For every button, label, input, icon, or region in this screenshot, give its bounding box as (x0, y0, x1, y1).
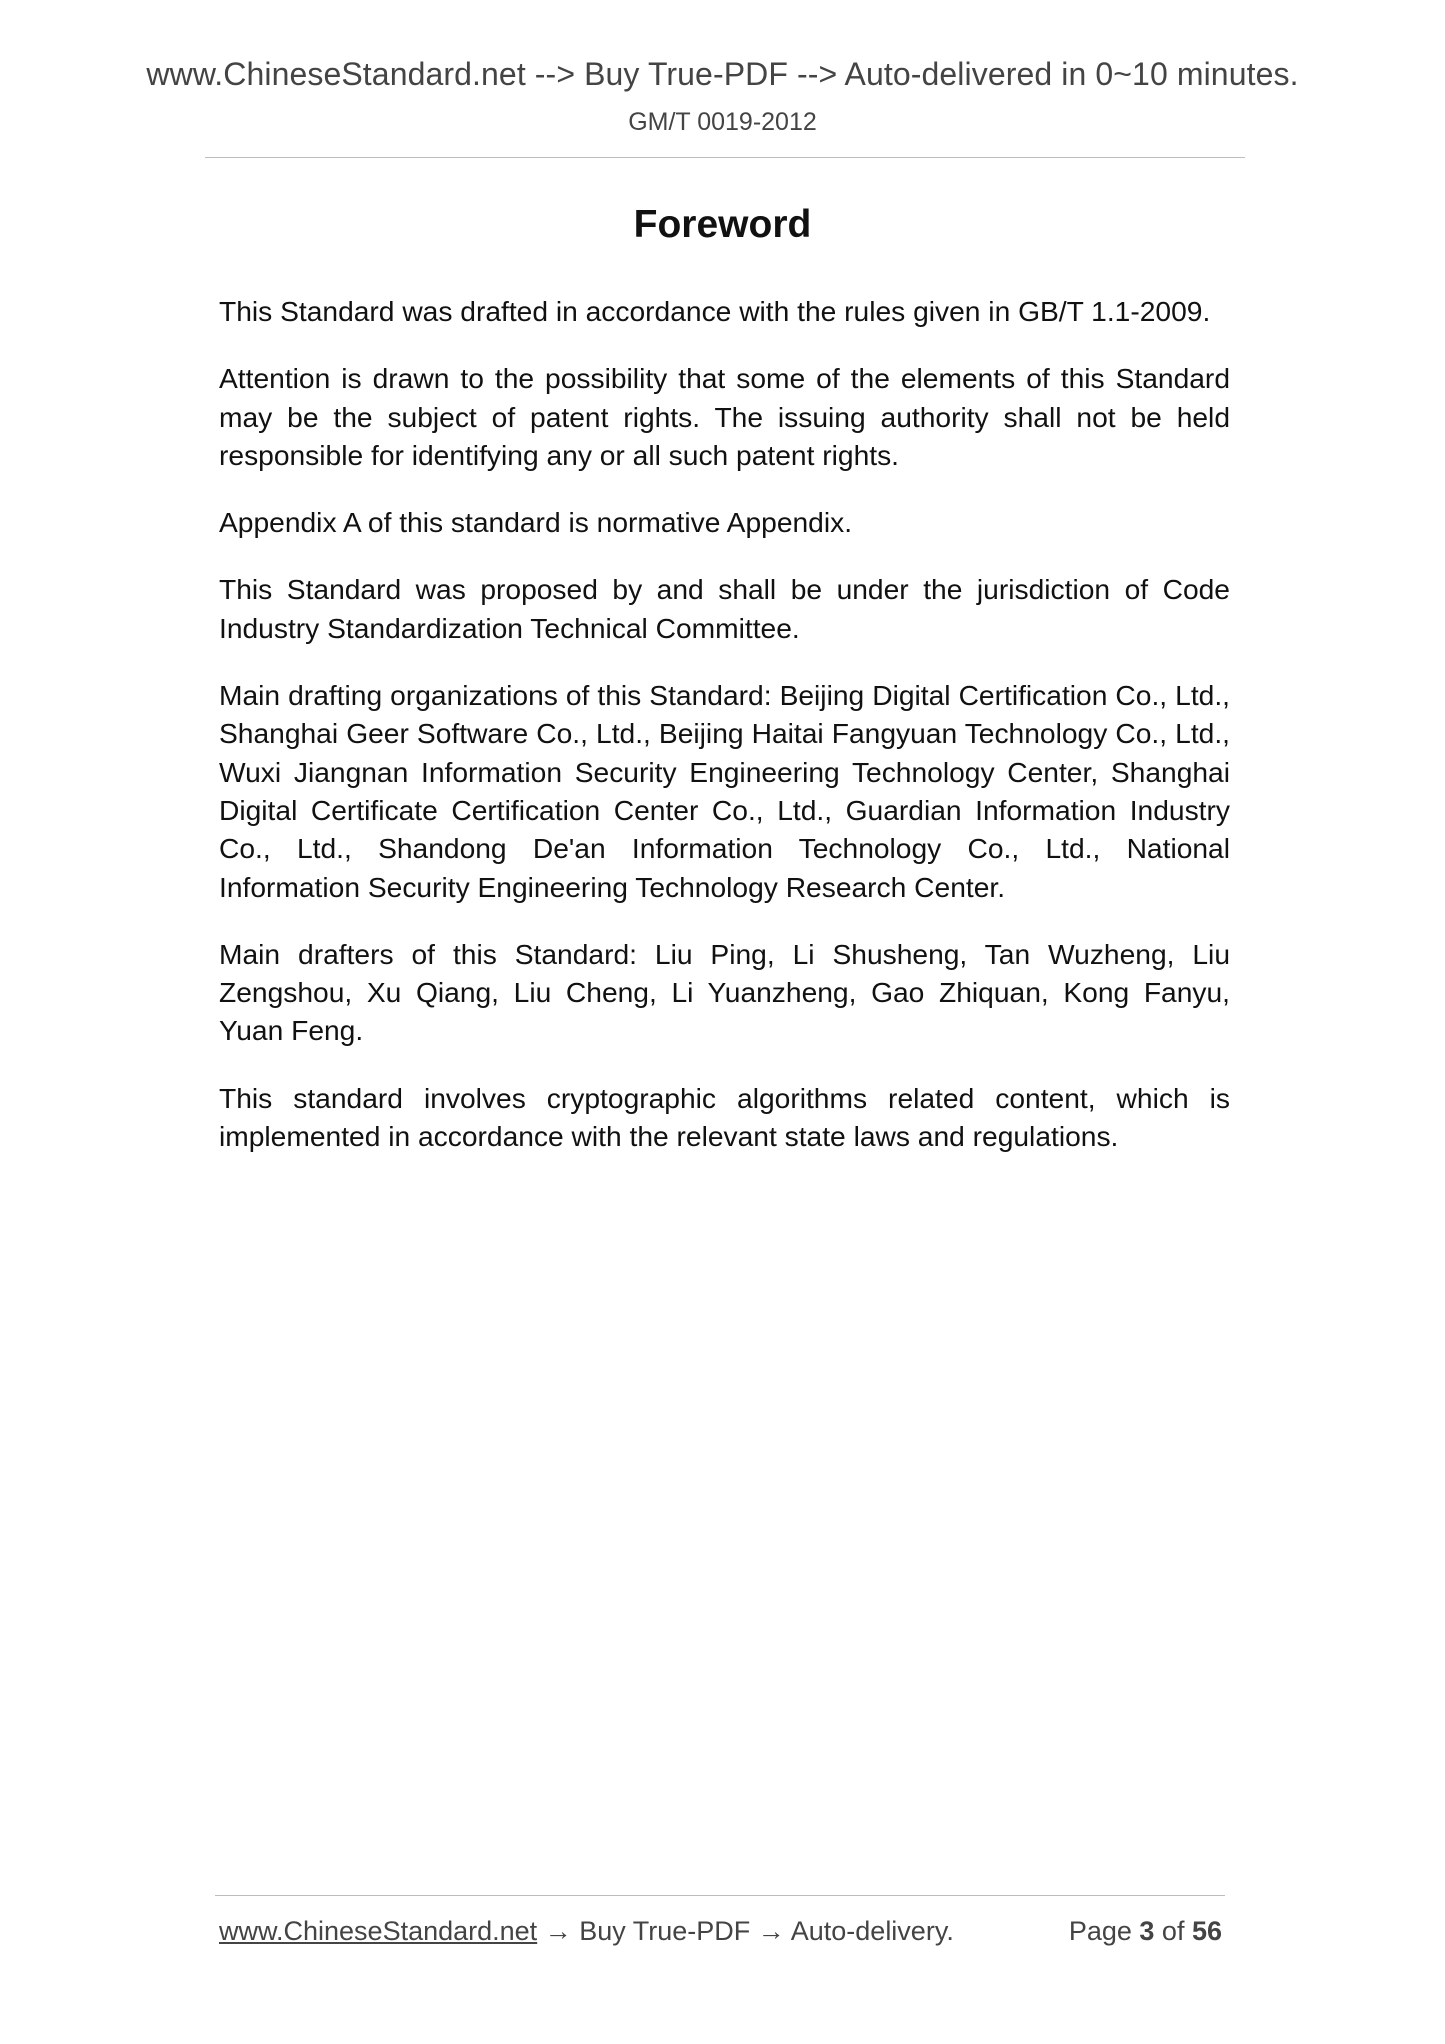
paragraph-drafting-rules: This Standard was drafted in accordance with the rules given in GB/T 1.1-2009. (219, 295, 1211, 327)
page-total: 56 (1191, 1916, 1222, 1946)
paragraph-appendix: Appendix A of this standard is normative Appendix. (219, 506, 853, 539)
footer-divider (215, 1895, 1225, 1896)
document-code: GM/T 0019-2012 (628, 108, 817, 136)
header-divider (205, 157, 1245, 158)
page-title: Foreword (633, 203, 812, 246)
paragraph-proposer: This Standard was proposed by and shall be under the jurisdiction of Code Industry Standardization Technical Committee. (219, 573, 1230, 644)
footer-promo (219, 1916, 954, 1947)
footer-tagline: → Buy True-PDF → Auto-delivery. (537, 1916, 954, 1946)
paragraph-drafting-organizations: Main drafting organizations of this Standard: Beijing Digital Certification Co., Ltd., Shanghai Geer Software Co., Ltd., Beijing Haitai Fangyuan Technology Co., Ltd., Wuxi Jiangnan Information Security Engineering Technology Center, Shanghai Digital Certificate Certification Center Co., Ltd., Guardian Information Industry Co., Ltd., Shandong De'an Information Technology Co., Ltd., National Information Security Engineering Technology Research Center. (219, 679, 1230, 903)
page-number: 3 (1139, 1916, 1155, 1946)
page-of: of (1154, 1916, 1192, 1946)
paragraph-patent-notice: Attention is drawn to the possibility that some of the elements of this Standard may be the subject of patent rights. The issuing authority shall not be held responsible for identifying any or all such patent rights. (219, 362, 1230, 471)
paragraph-cryptography-note: This standard involves cryptographic algorithms related content, which is implemented in accordance with the relevant state laws and regulations. (219, 1081, 1230, 1153)
paragraph-drafters: Main drafters of this Standard: Liu Ping, Li Shusheng, Tan Wuzheng, Liu Zengshou, Xu Qiang, Liu Cheng, Li Yuanzheng, Gao Zhiquan, Kong Fanyu, Yuan Feng. (219, 937, 1230, 1047)
footer-site-link[interactable]: www.ChineseStandard.net (219, 1916, 538, 1946)
page-counter (1069, 1916, 1222, 1947)
page-prefix: Page (1068, 1916, 1140, 1946)
foreword-body (219, 292, 1230, 1184)
header-banner: www.ChineseStandard.net --> Buy True-PDF --> Auto-delivered in 0~10 minutes. (146, 56, 1299, 92)
